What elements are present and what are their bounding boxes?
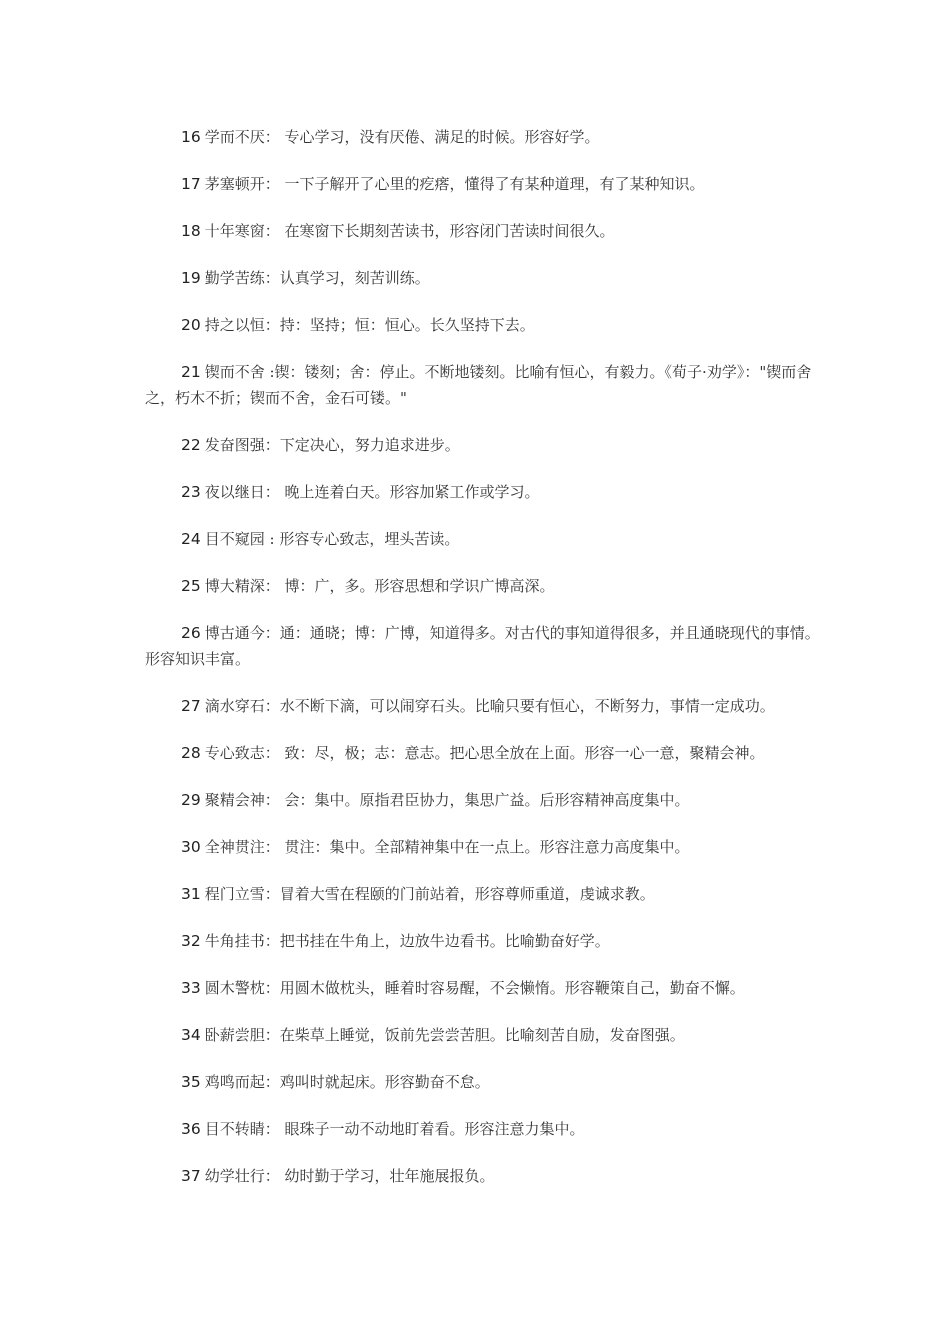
entry-text: 程门立雪：冒着大雪在程颐的门前站着，形容尊师重道，虔诚求教。 [204,885,655,903]
entry-text: 持之以恒：持：坚持；恒：恒心。长久坚持下去。 [204,316,535,334]
entry-text: 博古通今：通：通晓；博：广博，知道得多。对古代的事知道得很多，并且通晓现代的事情。形容知识丰富。 [145,624,820,668]
entry-text: 博大精深： 博：广，多。形容思想和学识广博高深。 [204,577,555,595]
entry-number: 34 [181,1026,201,1044]
list-item [145,1069,825,1095]
entry-number: 19 [181,269,201,287]
entry-text: 圆木警枕：用圆木做枕头，睡着时容易醒，不会懒惰。形容鞭策自己，勤奋不懈。 [204,979,745,997]
entry-text: 滴水穿石：水不断下滴，可以闹穿石头。比喻只要有恒心，不断努力，事情一定成功。 [204,697,775,715]
entry-number: 33 [181,979,201,997]
list-item [145,787,825,813]
entry-number: 17 [181,175,201,193]
list-item [145,881,825,907]
entry-text: 鸡鸣而起：鸡叫时就起床。形容勤奋不怠。 [204,1073,490,1091]
entry-text: 发奋图强：下定决心，努力追求进步。 [204,436,460,454]
entry-number: 37 [181,1167,201,1185]
entry-number: 29 [181,791,201,809]
entry-text: 茅塞顿开： 一下子解开了心里的疙瘩，懂得了有某种道理，有了某种知识。 [204,175,705,193]
list-item [145,834,825,860]
list-item [145,693,825,719]
entry-text: 目不转睛： 眼珠子一动不动地盯着看。形容注意力集中。 [204,1120,585,1138]
list-item [145,1022,825,1048]
entry-number: 32 [181,932,201,950]
idiom-list [145,124,825,1210]
entry-number: 22 [181,436,201,454]
entry-number: 31 [181,885,201,903]
list-item [145,928,825,954]
entry-number: 25 [181,577,201,595]
entry-number: 18 [181,222,201,240]
entry-number: 30 [181,838,201,856]
entry-number: 20 [181,316,201,334]
entry-text: 专心致志： 致：尽，极；志：意志。把心思全放在上面。形容一心一意，聚精会神。 [204,744,765,762]
list-item [145,620,825,672]
entry-number: 35 [181,1073,201,1091]
entry-text: 勤学苦练：认真学习，刻苦训练。 [204,269,430,287]
list-item [145,975,825,1001]
entry-number: 27 [181,697,201,715]
list-item [145,573,825,599]
list-item [145,740,825,766]
entry-text: 牛角挂书：把书挂在牛角上，边放牛边看书。比喻勤奋好学。 [204,932,610,950]
entry-number: 21 [181,363,201,381]
entry-text: 夜以继日： 晚上连着白天。形容加紧工作或学习。 [204,483,540,501]
list-item [145,359,825,411]
entry-text: 十年寒窗： 在寒窗下长期刻苦读书，形容闭门苦读时间很久。 [204,222,615,240]
list-item [145,312,825,338]
entry-text: 全神贯注： 贯注：集中。全部精神集中在一点上。形容注意力高度集中。 [204,838,690,856]
list-item [145,479,825,505]
entry-text: 卧薪尝胆：在柴草上睡觉，饭前先尝尝苦胆。比喻刻苦自励，发奋图强。 [204,1026,685,1044]
list-item [145,1163,825,1189]
entry-text: 锲而不舍 :锲：镂刻；舍：停止。不断地镂刻。比喻有恒心，有毅力。《荀子·劝学》："锲而舍之，朽木不折；锲而不舍，金石可镂。" [145,363,812,407]
entry-text: 聚精会神： 会：集中。原指君臣协力，集思广益。后形容精神高度集中。 [204,791,690,809]
list-item [145,124,825,150]
entry-text: 学而不厌： 专心学习，没有厌倦、满足的时候。形容好学。 [204,128,600,146]
entry-number: 26 [181,624,201,642]
list-item [145,265,825,291]
list-item [145,171,825,197]
entry-number: 23 [181,483,201,501]
entry-number: 36 [181,1120,201,1138]
entry-number: 16 [181,128,201,146]
entry-number: 28 [181,744,201,762]
entry-number: 24 [181,530,201,548]
list-item [145,1116,825,1142]
entry-text: 幼学壮行： 幼时勤于学习，壮年施展报负。 [204,1167,495,1185]
list-item [145,432,825,458]
entry-text: 目不窥园 : 形容专心致志，埋头苦读。 [204,530,460,548]
list-item [145,526,825,552]
list-item [145,218,825,244]
